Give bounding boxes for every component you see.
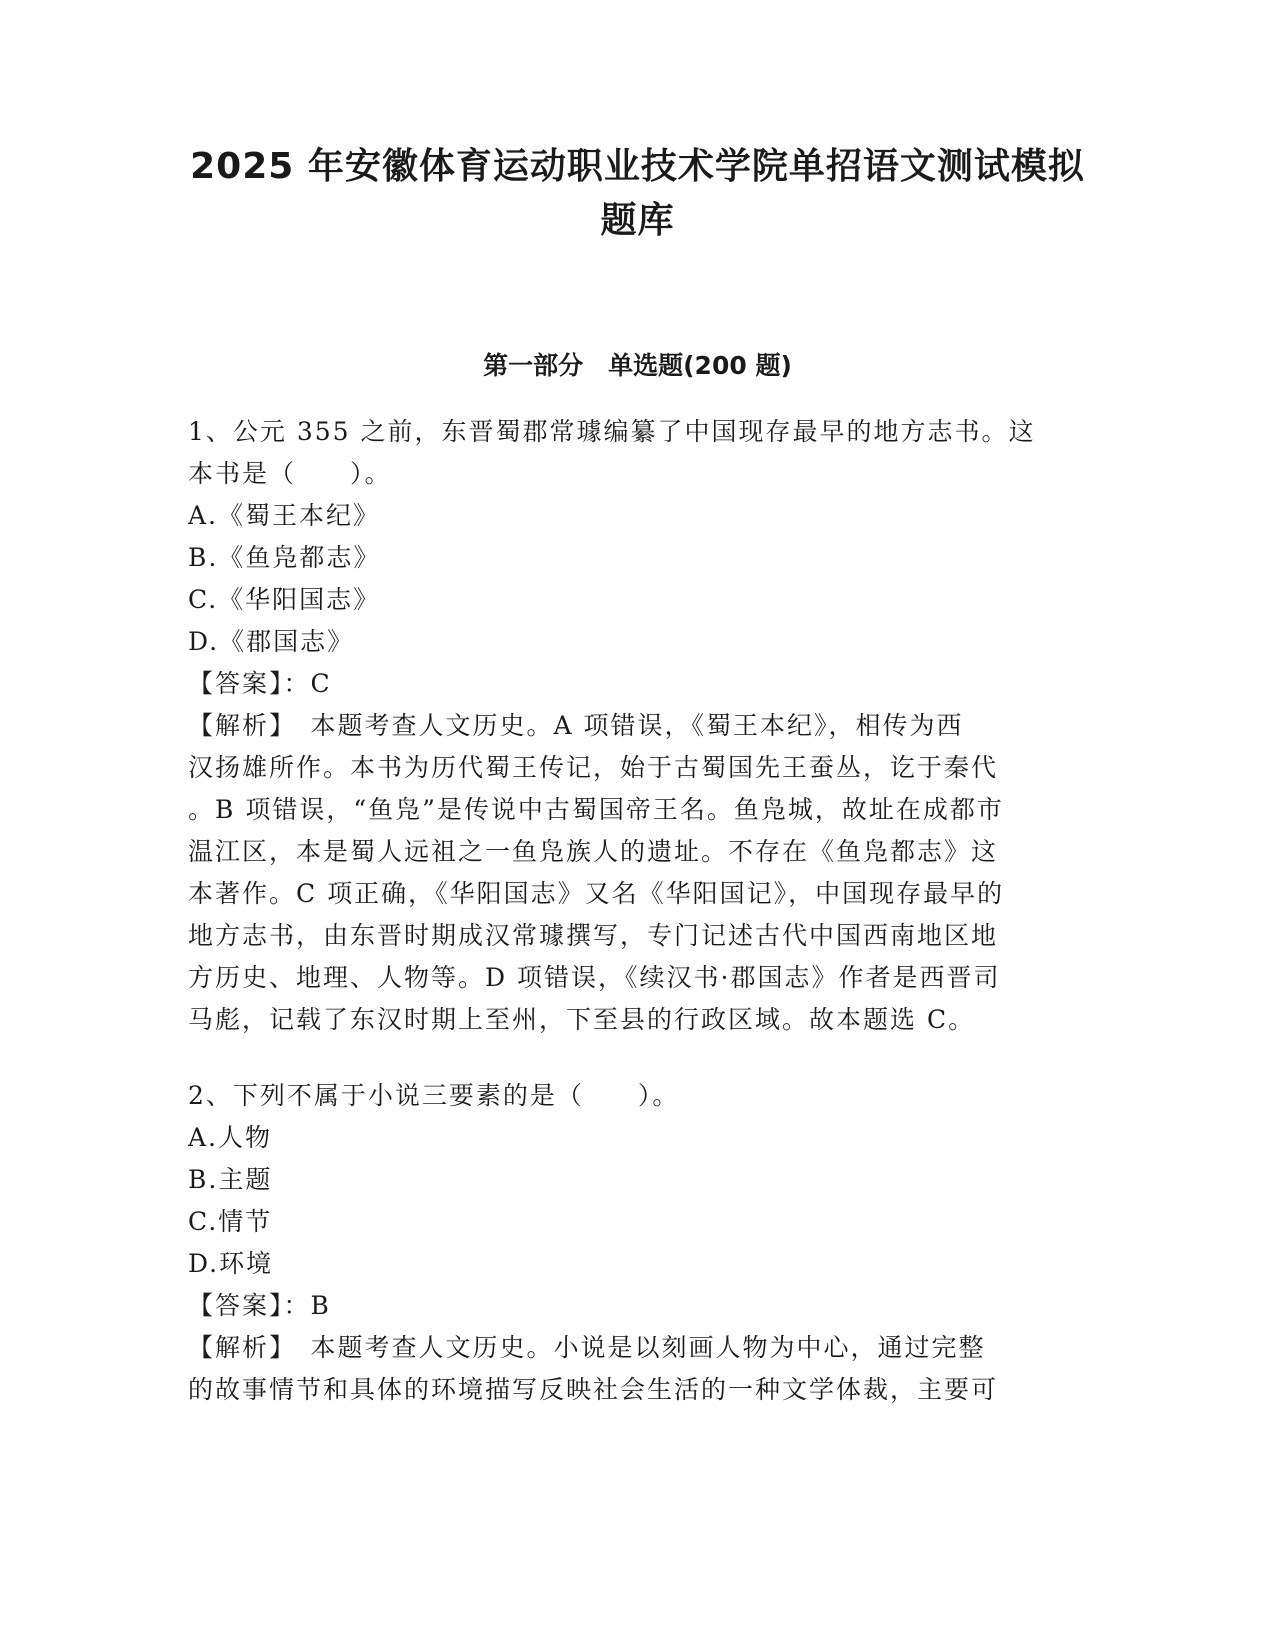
question-block-2	[188, 1075, 1088, 1411]
section-heading: 第一部分 单选题(200 题)	[483, 351, 792, 380]
explanation-line: 地方志书，由东晋时期成汉常璩撰写，专门记述古代中国西南地区地	[188, 921, 999, 950]
option-c: C.情节	[188, 1207, 273, 1236]
explanation-label: 【解析】	[188, 711, 284, 740]
document-title	[150, 140, 1125, 248]
explanation	[188, 1327, 1088, 1411]
explanation-line: 马彪，记载了东汉时期上至州，下至县的行政区域。故本题选 C。	[188, 1005, 976, 1034]
explanation-line: 汉扬雄所作。本书为历代蜀王传记，始于古蜀国先王蚕丛，讫于秦代	[188, 753, 999, 782]
explanation-line	[188, 705, 1088, 747]
option-d: D.环境	[188, 1249, 274, 1278]
answer-line	[188, 663, 1088, 705]
answer-label: 【答案】：	[188, 1291, 311, 1320]
question-stem-line: 本书是（ ）。	[188, 459, 392, 488]
option-b: B.主题	[188, 1165, 273, 1194]
explanation-line: 方历史、地理、人物等。D 项错误，《续汉书·郡国志》作者是西晋司	[188, 963, 1001, 992]
answer-value: B	[310, 1291, 331, 1320]
answer-label: 【答案】：	[188, 669, 311, 698]
question-stem-line: 1、公元 355 之前，东晋蜀郡常璩编纂了中国现存最早的地方志书。这	[188, 417, 1036, 446]
option-a: A.人物	[188, 1123, 273, 1152]
explanation-line: 。B 项错误，“鱼凫”是传说中古蜀国帝王名。鱼凫城，故址在成都市	[188, 795, 1004, 824]
explanation-line	[188, 1327, 1088, 1369]
explanation-text: 本题考查人文历史。A 项错误，《蜀王本纪》，相传为西	[283, 711, 964, 740]
explanation-line: 的故事情节和具体的环境描写反映社会生活的一种文学体裁，主要可	[188, 1375, 999, 1404]
explanation-line: 温江区，本是蜀人远祖之一鱼凫族人的遗址。不存在《鱼凫都志》这	[188, 837, 999, 866]
document-title-line-2: 题库	[600, 200, 675, 241]
explanation-line: 本著作。C 项正确，《华阳国志》又名《华阳国记》，中国现存最早的	[188, 879, 1005, 908]
option-d: D.《郡国志》	[188, 627, 355, 656]
option-a: A.《蜀王本纪》	[188, 501, 381, 530]
question-stem	[188, 1075, 1088, 1117]
option-b: B.《鱼凫都志》	[188, 543, 381, 572]
explanation-text: 本题考查人文历史。小说是以刻画人物为中心，通过完整	[283, 1333, 986, 1362]
question-stem-line: 2、下列不属于小说三要素的是（ ）。	[188, 1081, 680, 1110]
explanation	[188, 705, 1088, 1041]
explanation-label: 【解析】	[188, 1333, 284, 1362]
answer-line	[188, 1285, 1088, 1327]
question-stem	[188, 411, 1088, 495]
answer-value: C	[310, 669, 332, 698]
document-title-line-1: 2025 年安徽体育运动职业技术学院单招语文测试模拟	[190, 146, 1085, 187]
question-block-1	[188, 411, 1088, 1041]
option-c: C.《华阳国志》	[188, 585, 381, 614]
